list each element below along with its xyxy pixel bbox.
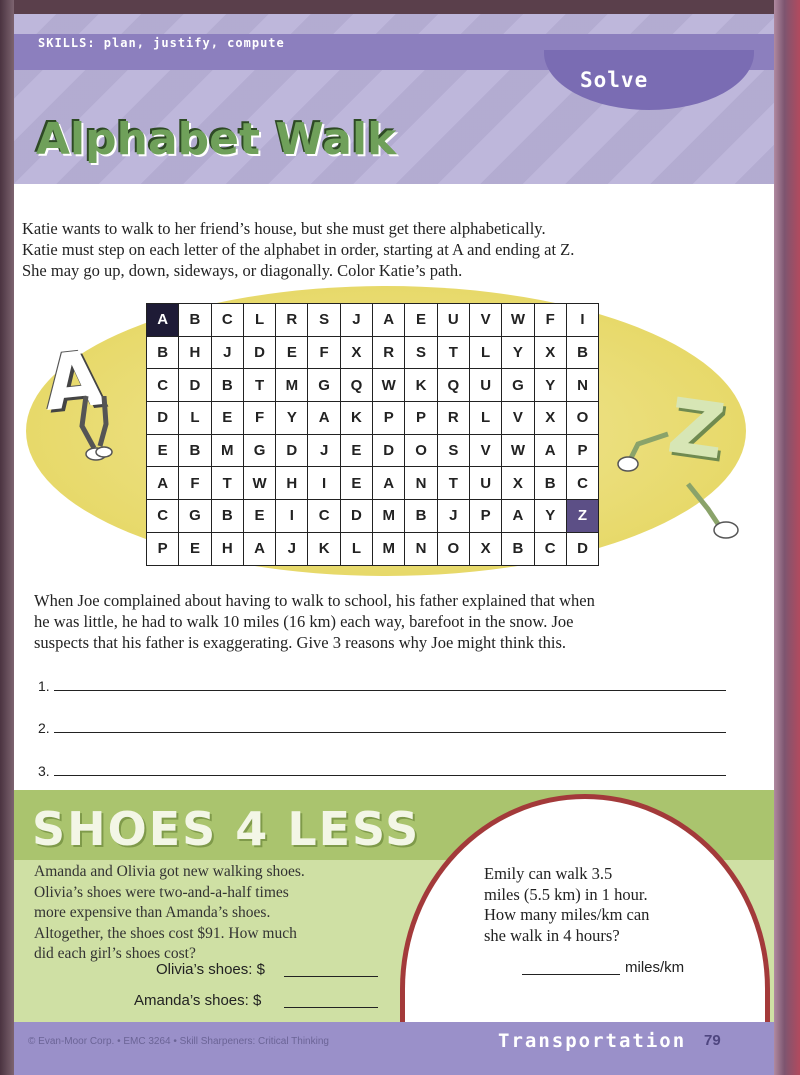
grid-cell[interactable]: K: [405, 369, 437, 402]
olivia-shoes-label: Olivia’s shoes: $: [156, 961, 265, 978]
grid-cell[interactable]: P: [566, 434, 598, 467]
grid-cell[interactable]: G: [243, 434, 275, 467]
amanda-line: Altogether, the shoes cost $91. How much: [34, 924, 297, 942]
grid-row: [147, 434, 599, 467]
grid-cell[interactable]: F: [534, 304, 566, 337]
grid-cell[interactable]: A: [373, 304, 405, 337]
grid-cell[interactable]: C: [534, 532, 566, 565]
grid-cell[interactable]: C: [147, 369, 179, 402]
footer-copyright: © Evan-Moor Corp. • EMC 3264 • Skill Sharpeners: Critical Thinking: [28, 1036, 329, 1047]
grid-cell[interactable]: E: [147, 434, 179, 467]
grid-cell[interactable]: R: [276, 304, 308, 337]
grid-cell[interactable]: X: [534, 336, 566, 369]
grid-row: [147, 336, 599, 369]
grid-cell[interactable]: T: [437, 336, 469, 369]
grid-cell[interactable]: Y: [534, 500, 566, 533]
amanda-shoes-answer-line[interactable]: [284, 1007, 378, 1008]
workbook-page: [14, 14, 774, 1075]
grid-cell[interactable]: A: [147, 467, 179, 500]
alphabet-grid: [146, 303, 599, 566]
grid-cell[interactable]: D: [373, 434, 405, 467]
grid-cell[interactable]: C: [308, 500, 340, 533]
joe-line-2: he was little, he had to walk 10 miles (16 km) each way, barefoot in the snow. Joe: [34, 612, 574, 631]
letter-z-character: Z: [663, 380, 731, 477]
grid-cell[interactable]: W: [502, 304, 534, 337]
grid-cell[interactable]: S: [405, 336, 437, 369]
letter-a-character: A: [39, 333, 108, 428]
grid-cell[interactable]: R: [373, 336, 405, 369]
amanda-line: Olivia’s shoes were two-and-a-half times: [34, 883, 289, 901]
grid-cell[interactable]: O: [566, 402, 598, 435]
grid-cell[interactable]: M: [211, 434, 243, 467]
amanda-shoes-label: Amanda’s shoes: $: [134, 992, 262, 1009]
grid-cell[interactable]: S: [437, 434, 469, 467]
grid-cell[interactable]: W: [502, 434, 534, 467]
page-number: 79: [704, 1032, 721, 1049]
grid-cell[interactable]: A: [243, 532, 275, 565]
letter-z-legs: [608, 424, 748, 544]
grid-cell[interactable]: Y: [502, 336, 534, 369]
grid-cell[interactable]: A: [308, 402, 340, 435]
grid-cell[interactable]: B: [566, 336, 598, 369]
grid-cell[interactable]: I: [566, 304, 598, 337]
emily-line: she walk in 4 hours?: [484, 926, 620, 946]
grid-cell[interactable]: J: [211, 336, 243, 369]
emily-problem: [484, 864, 714, 947]
grid-cell[interactable]: I: [308, 467, 340, 500]
answer-number-2: 2.: [38, 720, 50, 736]
skills-label: SKILLS: plan, justify, compute: [38, 36, 285, 50]
shoes-section-title: SHOES 4 LESS: [32, 802, 421, 856]
grid-cell[interactable]: E: [276, 336, 308, 369]
grid-cell[interactable]: W: [373, 369, 405, 402]
grid-cell[interactable]: Q: [340, 369, 372, 402]
grid-cell[interactable]: E: [243, 500, 275, 533]
grid-cell[interactable]: X: [340, 336, 372, 369]
grid-cell[interactable]: T: [437, 467, 469, 500]
grid-cell[interactable]: P: [147, 532, 179, 565]
grid-cell[interactable]: E: [340, 467, 372, 500]
grid-cell[interactable]: H: [211, 532, 243, 565]
grid-cell[interactable]: T: [243, 369, 275, 402]
grid-cell[interactable]: D: [276, 434, 308, 467]
grid-cell[interactable]: P: [469, 500, 501, 533]
emily-line: Emily can walk 3.5: [484, 864, 613, 883]
grid-cell[interactable]: E: [211, 402, 243, 435]
grid-cell[interactable]: S: [308, 304, 340, 337]
intro-line-2: Katie must step on each letter of the alphabet in order, starting at A and ending at Z.: [22, 240, 575, 259]
grid-cell[interactable]: D: [147, 402, 179, 435]
grid-cell[interactable]: K: [308, 532, 340, 565]
grid-cell[interactable]: Z: [566, 500, 598, 533]
amanda-line: Amanda and Olivia got new walking shoes.: [34, 863, 305, 880]
olivia-shoes-answer-line[interactable]: [284, 976, 378, 977]
grid-cell[interactable]: H: [276, 467, 308, 500]
grid-cell[interactable]: U: [469, 467, 501, 500]
grid-cell[interactable]: V: [469, 304, 501, 337]
answer-number-1: 1.: [38, 678, 50, 694]
grid-cell[interactable]: B: [179, 434, 211, 467]
grid-cell[interactable]: G: [308, 369, 340, 402]
grid-cell[interactable]: V: [469, 434, 501, 467]
grid-cell[interactable]: J: [437, 500, 469, 533]
grid-cell[interactable]: R: [437, 402, 469, 435]
page-title: Alphabet Walk: [36, 114, 397, 165]
grid-cell[interactable]: E: [340, 434, 372, 467]
grid-cell[interactable]: N: [405, 532, 437, 565]
grid-row: [147, 402, 599, 435]
emily-answer-line[interactable]: [522, 974, 620, 975]
grid-cell[interactable]: O: [437, 532, 469, 565]
grid-cell[interactable]: D: [566, 532, 598, 565]
solve-tab-label: Solve: [580, 68, 649, 92]
answer-line-2[interactable]: [54, 732, 726, 733]
grid-cell[interactable]: F: [179, 467, 211, 500]
grid-cell[interactable]: G: [179, 500, 211, 533]
grid-cell[interactable]: T: [211, 467, 243, 500]
grid-cell[interactable]: E: [405, 304, 437, 337]
letter-a-legs: [72, 396, 132, 466]
grid-cell[interactable]: N: [405, 467, 437, 500]
grid-cell[interactable]: B: [211, 500, 243, 533]
book-top-edge: [0, 0, 800, 14]
book-page-edges: [774, 0, 800, 1075]
answer-number-3: 3.: [38, 763, 50, 779]
grid-cell[interactable]: X: [502, 467, 534, 500]
grid-cell[interactable]: A: [147, 304, 179, 337]
grid-cell[interactable]: F: [243, 402, 275, 435]
grid-row: [147, 500, 599, 533]
grid-cell[interactable]: B: [211, 369, 243, 402]
grid-cell[interactable]: K: [340, 402, 372, 435]
grid-cell[interactable]: U: [469, 369, 501, 402]
intro-line-1: Katie wants to walk to her friend’s house, but she must get there alphabetically.: [22, 219, 546, 238]
grid-cell[interactable]: Y: [276, 402, 308, 435]
grid-row: [147, 304, 599, 337]
amanda-problem: [34, 862, 414, 965]
amanda-line: more expensive than Amanda’s shoes.: [34, 904, 271, 922]
grid-cell[interactable]: G: [502, 369, 534, 402]
grid-cell[interactable]: P: [373, 402, 405, 435]
grid-row: [147, 532, 599, 565]
grid-cell[interactable]: H: [179, 336, 211, 369]
grid-cell[interactable]: J: [340, 304, 372, 337]
grid-cell[interactable]: A: [502, 500, 534, 533]
amanda-line: did each girl’s shoes cost?: [34, 945, 196, 963]
grid-row: [147, 369, 599, 402]
grid-row: [147, 467, 599, 500]
grid-cell[interactable]: L: [469, 402, 501, 435]
grid-cell[interactable]: B: [179, 304, 211, 337]
grid-cell[interactable]: Y: [534, 369, 566, 402]
footer-section-title: Transportation: [498, 1030, 687, 1052]
grid-cell[interactable]: W: [243, 467, 275, 500]
grid-cell[interactable]: M: [373, 500, 405, 533]
grid-cell[interactable]: V: [502, 402, 534, 435]
grid-cell[interactable]: J: [308, 434, 340, 467]
grid-cell[interactable]: L: [243, 304, 275, 337]
book-spine-edge: [0, 0, 14, 1075]
emily-line: How many miles/km can: [484, 905, 650, 925]
grid-cell[interactable]: E: [179, 532, 211, 565]
grid-cell[interactable]: J: [276, 532, 308, 565]
answer-line-1[interactable]: [54, 690, 726, 691]
grid-cell[interactable]: C: [566, 467, 598, 500]
grid-cell[interactable]: X: [534, 402, 566, 435]
grid-cell[interactable]: C: [147, 500, 179, 533]
grid-cell[interactable]: B: [502, 532, 534, 565]
grid-cell[interactable]: L: [340, 532, 372, 565]
grid-cell[interactable]: B: [534, 467, 566, 500]
grid-cell[interactable]: M: [373, 532, 405, 565]
grid-cell[interactable]: M: [276, 369, 308, 402]
answer-line-3[interactable]: [54, 775, 726, 776]
emily-line: miles (5.5 km) in 1 hour.: [484, 884, 648, 904]
grid-cell[interactable]: I: [276, 500, 308, 533]
grid-cell[interactable]: O: [405, 434, 437, 467]
grid-cell[interactable]: P: [405, 402, 437, 435]
grid-cell[interactable]: L: [469, 336, 501, 369]
grid-cell[interactable]: B: [405, 500, 437, 533]
joe-line-3: suspects that his father is exaggerating. Give 3 reasons why Joe might think this.: [34, 633, 567, 652]
intro-line-3: She may go up, down, sideways, or diagonally. Color Katie’s path.: [22, 261, 463, 280]
grid-cell[interactable]: A: [534, 434, 566, 467]
grid-cell[interactable]: A: [373, 467, 405, 500]
emily-unit-label: miles/km: [625, 959, 685, 976]
grid-cell[interactable]: D: [179, 369, 211, 402]
grid-cell[interactable]: Q: [437, 369, 469, 402]
grid-cell[interactable]: U: [437, 304, 469, 337]
grid-cell[interactable]: D: [243, 336, 275, 369]
grid-cell[interactable]: L: [179, 402, 211, 435]
grid-cell[interactable]: N: [566, 369, 598, 402]
grid-cell[interactable]: F: [308, 336, 340, 369]
joe-line-1: When Joe complained about having to walk to school, his father explained that when: [34, 591, 595, 610]
grid-cell[interactable]: D: [340, 500, 372, 533]
grid-cell[interactable]: X: [469, 532, 501, 565]
grid-cell[interactable]: C: [211, 304, 243, 337]
grid-cell[interactable]: B: [147, 336, 179, 369]
